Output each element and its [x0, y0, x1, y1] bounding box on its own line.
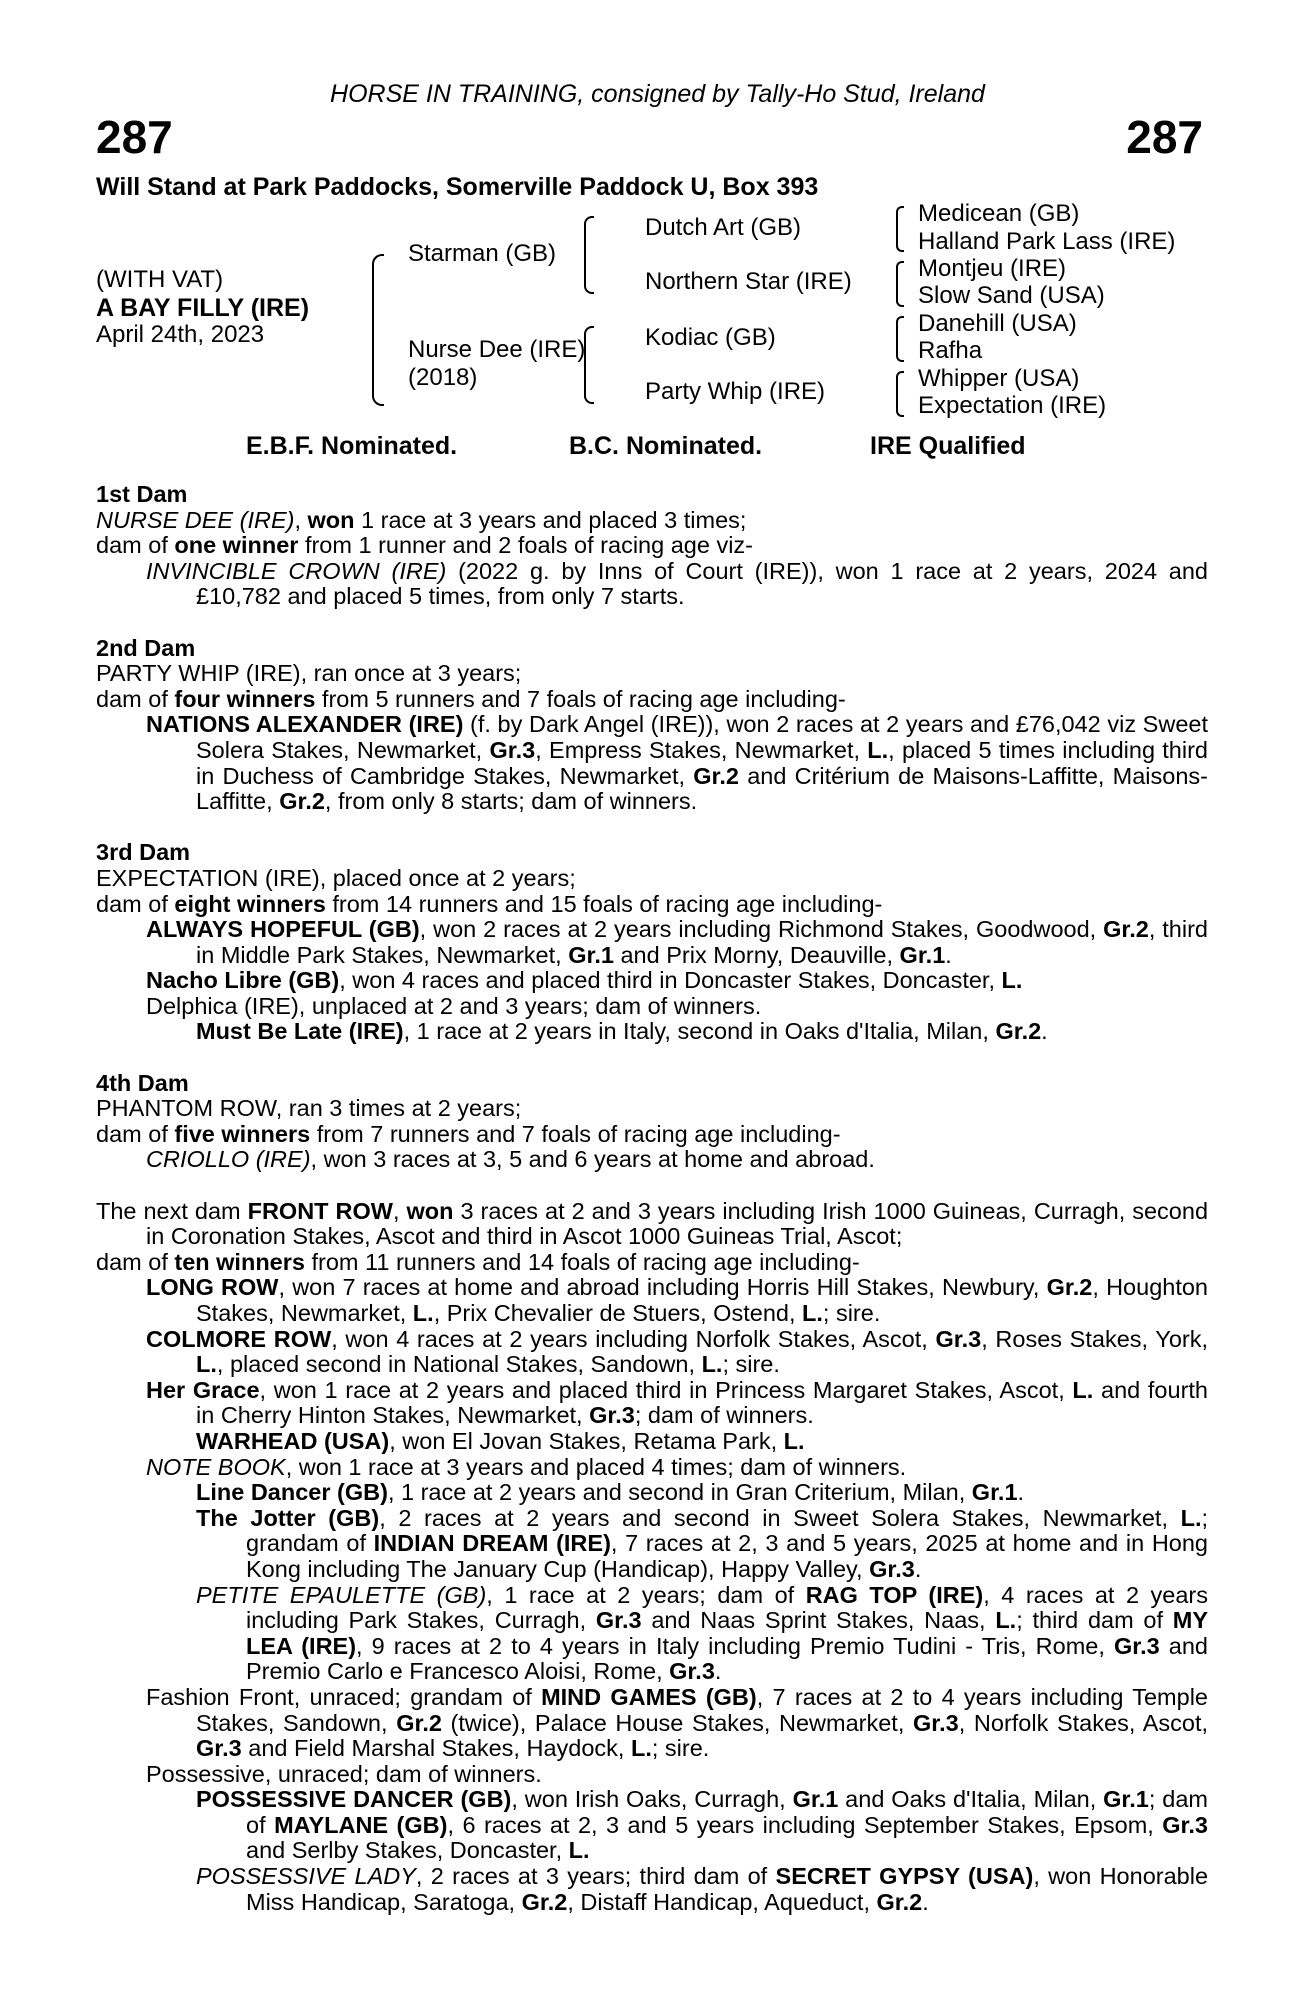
text-run: ; sire. [822, 1300, 881, 1326]
consignment-line: HORSE IN TRAINING, consigned by Tally-Ho Stud, Ireland [330, 80, 985, 108]
dam-brace [584, 326, 594, 404]
gen3-8: Expectation (IRE) [918, 392, 1107, 419]
first-dam-heading: 1st Dam [96, 481, 188, 507]
grade: L. [1001, 967, 1023, 994]
produce-entry [96, 1506, 1208, 1583]
text-run: and Serlby Stakes, Doncaster, [246, 1837, 569, 1864]
grade: Gr.3 [1162, 1811, 1208, 1838]
bc-nomination: B.C. Nominated. [569, 432, 763, 460]
text-run: (f. by Dark Angel (IRE)), won 2 races at 2 years and £76,042 viz Sweet Solera Stakes, Newmarket, [196, 711, 1208, 763]
text-run: . [1041, 1018, 1048, 1045]
text-run: and Field Marshal Stakes, Haydock, [241, 1735, 631, 1762]
horse-name-bold: MY LEA (IRE) [246, 1607, 1208, 1659]
text-run: , 2 races at 3 years; third dam of [415, 1863, 776, 1890]
text-run: , Houghton Stakes, Newmarket, [196, 1274, 1208, 1326]
ire-qualified: IRE Qualified [870, 432, 1026, 460]
text-run: , 7 races at 2, 3 and 5 years, 2025 at home and in Hong Kong including The January Cup (Handicap), Happy Valley, [246, 1530, 1208, 1582]
fourth-dam-heading: 4th Dam [96, 1069, 189, 1096]
produce-entry [96, 1378, 1208, 1429]
text-run: . [922, 1888, 929, 1915]
text-run: ; sire. [722, 1351, 780, 1378]
dam-name: NURSE DEE (IRE) [96, 506, 295, 533]
text-run: , 2 races at 2 years and second in Sweet Solera Stakes, Newmarket, [379, 1504, 1181, 1531]
horse-name-italic: INVINCIBLE CROWN (IRE) [146, 557, 447, 584]
sire-sire: Dutch Art (GB) [645, 214, 802, 241]
produce-entry [96, 1429, 1208, 1455]
first-dam-line [96, 508, 1208, 534]
text-run: , won 3 races at 3, 5 and 6 years at home and abroad. [310, 1146, 875, 1173]
lot-number-right: 287 [1126, 111, 1203, 163]
text-run: , Distaff Handicap, Aqueduct, [567, 1888, 877, 1915]
grade: Gr.1 [568, 941, 614, 968]
text-run: , won 2 races at 2 years including Richmond Stakes, Goodwood, [419, 916, 1104, 943]
produce-entry: Possessive, unraced; dam of winners. [146, 1760, 542, 1787]
horse-name-bold: ALWAYS HOPEFUL (GB) [146, 916, 420, 943]
gen3-7: Whipper (USA) [918, 365, 1080, 392]
ebf-nomination: E.B.F. Nominated. [246, 432, 458, 460]
produce-entry [96, 1787, 1208, 1864]
fourth-dam-produce-line [96, 1122, 1208, 1148]
horse-name-bold: WARHEAD (USA) [196, 1427, 390, 1454]
grade: Gr.3 [595, 1607, 642, 1634]
produce-entry [96, 1685, 1208, 1762]
third-dam-heading: 3rd Dam [96, 839, 191, 866]
horse-name-bold: Nacho Libre (GB) [146, 967, 340, 994]
horse-name-bold: SECRET GYPSY (USA) [775, 1863, 1034, 1890]
grade: Gr.2 [1103, 916, 1149, 943]
text-run: , 1 race at 2 years; dam of [486, 1581, 806, 1608]
grade: L. [568, 1837, 590, 1864]
text-run: and Oaks d'Italia, Milan, [838, 1786, 1104, 1813]
sire-brace [584, 216, 594, 294]
grade: Gr.1 [792, 1786, 839, 1813]
text-run: , placed second in National Stakes, Sandown, [216, 1351, 702, 1378]
produce-entry [96, 1583, 1208, 1685]
brace-g2 [896, 261, 904, 307]
gen3-1: Medicean (GB) [918, 200, 1080, 227]
second-dam-heading: 2nd Dam [96, 634, 196, 661]
grade: Gr.3 [589, 1402, 635, 1429]
horse-name-bold: NATIONS ALEXANDER (IRE) [146, 711, 464, 738]
produce-entry: Delphica (IRE), unplaced at 2 and 3 years; dam of winners. [146, 992, 762, 1019]
text-run: , from only 8 starts; dam of winners. [324, 788, 698, 815]
won-bold: won [307, 506, 355, 533]
text-run: and Premio Carlo e Francesco Aloisi, Rome, [246, 1632, 1208, 1685]
text-run: Fashion Front, unraced; grandam of [146, 1683, 542, 1710]
produce-entry [96, 1019, 1208, 1045]
grade: Gr.3 [669, 1658, 715, 1685]
grade: Gr.1 [899, 941, 946, 968]
text-run: dam of [96, 532, 175, 559]
stand-location: Will Stand at Park Paddocks, Somerville Paddock U, Box 393 [96, 173, 819, 201]
produce-entry [96, 917, 1208, 968]
main-brace [372, 254, 384, 406]
winners-count: five winners [174, 1120, 311, 1147]
third-dam-produce-line [96, 892, 1208, 918]
produce-entry [96, 1327, 1208, 1378]
fourth-dam-line: PHANTOM ROW, ran 3 times at 2 years; [96, 1095, 522, 1122]
grade: L. [630, 1735, 652, 1762]
text-run: dam of [96, 685, 175, 712]
brace-g4 [896, 371, 904, 417]
text-run: , 1 race at 2 years in Italy, second in Oaks d'Italia, Milan, [403, 1018, 996, 1045]
grade: L. [1180, 1504, 1202, 1531]
text-run: , 6 races at 2, 3 and 5 years including September Stakes, Epsom, [447, 1811, 1163, 1838]
text-run: and Critérium de Maisons-Laffitte, Maisons-Laffitte, [196, 762, 1208, 815]
horse-name-bold: LONG ROW [146, 1274, 279, 1301]
horse-name-bold: RAG TOP (IRE) [805, 1581, 984, 1608]
dam: Nurse Dee (IRE) [408, 336, 586, 363]
grade: L. [701, 1351, 723, 1378]
text-run: from 7 runners and 7 foals of racing age including- [310, 1120, 841, 1147]
grade: Gr.2 [521, 1888, 568, 1915]
brace-g1 [896, 206, 904, 252]
horse-name: A BAY FILLY (IRE) [96, 294, 310, 322]
lot-number-left: 287 [96, 111, 173, 163]
text-run: and Prix Morny, Deauville, [613, 941, 900, 968]
produce-entry [96, 1275, 1208, 1326]
text-run: . [714, 1658, 722, 1685]
text-run: , Empress Stakes, Newmarket, [535, 736, 868, 763]
dam-sire: Kodiac (GB) [645, 324, 776, 351]
text-run: . [1017, 1479, 1025, 1506]
brace-g3 [896, 316, 904, 362]
grade: Gr.2 [396, 1709, 442, 1736]
gen3-6: Rafha [918, 337, 983, 364]
horse-name-bold: The Jotter (GB) [196, 1504, 380, 1531]
sire: Starman (GB) [408, 240, 557, 267]
produce-entry [96, 1455, 1208, 1481]
horse-name-bold: POSSESSIVE DANCER (GB) [196, 1786, 512, 1813]
text-run: The next dam [96, 1197, 248, 1224]
grade: L. [783, 1427, 805, 1454]
gen3-3: Montjeu (IRE) [918, 255, 1067, 282]
won-bold: won [406, 1197, 454, 1224]
text-run: ; dam of winners. [634, 1402, 814, 1429]
text-run: from 11 runners and 14 foals of racing age including- [304, 1248, 860, 1275]
produce-entry [96, 968, 1208, 994]
grade: Gr.3 [935, 1325, 982, 1352]
grade: Gr.3 [489, 736, 536, 763]
text-run: , won 1 race at 2 years and placed third in Princess Margaret Stakes, Ascot, [259, 1376, 1073, 1403]
text-run: , 9 races at 2 to 4 years in Italy including Premio Tudini - Tris, Rome, [356, 1632, 1114, 1659]
grade: Gr.2 [876, 1888, 923, 1915]
dam-year: (2018) [408, 364, 478, 391]
next-dam-produce-line [96, 1250, 1208, 1276]
horse-name-bold: Must Be Late (IRE) [196, 1018, 404, 1045]
text-run: , won 7 races at home and abroad including Horris Hill Stakes, Newbury, [278, 1274, 1047, 1301]
text-run: , 7 races at 2 to 4 years including Temple Stakes, Sandown, [196, 1683, 1208, 1736]
text-run: , won Irish Oaks, Curragh, [511, 1786, 793, 1813]
horse-name-bold: INDIAN DREAM (IRE) [373, 1530, 611, 1557]
grade: Gr.3 [196, 1735, 242, 1762]
text-run: , won Honorable Miss Handicap, Saratoga, [246, 1863, 1209, 1915]
text-run: , Norfolk Stakes, Ascot, [958, 1709, 1208, 1736]
text-run: . [914, 1555, 922, 1582]
text-run: . [945, 941, 952, 968]
text-run: , 4 races at 2 years including Park Stakes, Curragh, [246, 1581, 1208, 1634]
text-run: ; dam of [246, 1786, 1208, 1838]
text-run: , 1 race at 2 years and second in Gran Criterium, Milan, [387, 1479, 972, 1506]
grade: Gr.1 [1103, 1786, 1149, 1813]
third-dam-line: EXPECTATION (IRE), placed once at 2 years; [96, 864, 576, 891]
text-run: (twice), Palace House Stakes, Newmarket, [441, 1709, 913, 1736]
text-run: , [294, 506, 308, 533]
grade: L. [196, 1351, 217, 1378]
produce-entry [96, 559, 1208, 610]
text-run: and fourth in Cherry Hinton Stakes, Newmarket, [196, 1376, 1208, 1429]
produce-entry [96, 712, 1208, 814]
winners-count: ten winners [174, 1248, 305, 1275]
horse-name-bold: COLMORE ROW [146, 1325, 332, 1352]
text-run: , won 1 race at 3 years and placed 4 times; dam of winners. [285, 1453, 907, 1480]
horse-name-italic: NOTE BOOK [146, 1453, 286, 1480]
text-run: , Roses Stakes, York, [981, 1325, 1208, 1352]
grade: Gr.3 [869, 1555, 915, 1582]
grade: L. [1072, 1376, 1094, 1403]
sire-dam: Northern Star (IRE) [645, 268, 852, 295]
first-dam-produce-line [96, 533, 1208, 559]
text-run: from 14 runners and 15 foals of racing age including- [325, 890, 883, 917]
grade: Gr.3 [913, 1709, 959, 1736]
text-run: dam of [96, 1248, 175, 1275]
grade: L. [867, 736, 889, 763]
text-run: , won 4 races and placed third in Doncaster Stakes, Doncaster, [339, 967, 1002, 994]
grade: Gr.2 [693, 762, 739, 789]
grade: L. [802, 1300, 823, 1326]
horse-name-bold: MIND GAMES (GB) [541, 1683, 757, 1710]
text-run: 1 race at 3 years and placed 3 times; [354, 506, 747, 533]
horse-name-bold: Line Dancer (GB) [196, 1479, 388, 1506]
grade: Gr.2 [995, 1018, 1042, 1045]
grade: L. [412, 1300, 434, 1326]
text-run: , Prix Chevalier de Stuers, Ostend, [433, 1300, 803, 1326]
second-dam-produce-line [96, 687, 1208, 713]
gen3-5: Danehill (USA) [918, 310, 1077, 337]
second-dam-line: PARTY WHIP (IRE), ran once at 3 years; [96, 660, 522, 687]
horse-name-bold: FRONT ROW [247, 1197, 393, 1224]
text-run: , won El Jovan Stakes, Retama Park, [389, 1427, 784, 1454]
grade: Gr.2 [279, 788, 325, 815]
text-run: , third in Middle Park Stakes, Newmarket, [196, 916, 1208, 968]
text-run: dam of [96, 1120, 175, 1147]
next-dam-line [96, 1199, 1208, 1250]
text-run: ; third dam of [1016, 1607, 1173, 1634]
winners-count: four winners [174, 685, 316, 712]
text-run: (2022 g. by Inns of Court (IRE)), won 1 race at 2 years, 2024 and £10,782 and placed 5 times, from only 7 starts. [196, 557, 1208, 610]
text-run: from 1 runner and 2 foals of racing age viz- [298, 532, 753, 559]
winners-count: one winner [174, 532, 299, 559]
gen3-4: Slow Sand (USA) [918, 282, 1105, 309]
horse-name-italic: POSSESSIVE LADY [196, 1863, 416, 1890]
text-run: , [392, 1197, 407, 1224]
winners-count: eight winners [174, 890, 326, 917]
horse-name-italic: PETITE EPAULETTE (GB) [196, 1581, 487, 1608]
text-run: dam of [96, 890, 175, 917]
text-run: , placed 5 times including third in Duchess of Cambridge Stakes, Newmarket, [196, 736, 1208, 789]
grade: Gr.1 [971, 1479, 1018, 1506]
horse-name-bold: Her Grace [146, 1376, 260, 1403]
gen3-2: Halland Park Lass (IRE) [918, 228, 1176, 255]
horse-name-bold: MAYLANE (GB) [274, 1811, 448, 1838]
grade: Gr.3 [1113, 1632, 1160, 1659]
grade: Gr.2 [1046, 1274, 1093, 1301]
text-run: , won 4 races at 2 years including Norfolk Stakes, Ascot, [331, 1325, 936, 1352]
produce-entry [96, 1480, 1208, 1506]
vat-note: (WITH VAT) [96, 266, 224, 293]
horse-name-italic: CRIOLLO (IRE) [146, 1146, 311, 1173]
text-run: ; grandam of [246, 1504, 1209, 1557]
grade: L. [995, 1607, 1017, 1634]
dam-dam: Party Whip (IRE) [645, 378, 826, 405]
produce-entry [96, 1864, 1208, 1915]
text-run: and Naas Sprint Stakes, Naas, [641, 1607, 996, 1634]
produce-entry [96, 1147, 1208, 1173]
text-run: from 5 runners and 7 foals of racing age including- [315, 685, 846, 712]
foaling-date: April 24th, 2023 [96, 321, 265, 348]
text-run: 3 races at 2 and 3 years including Irish 1000 Guineas, Curragh, second in Coronation Stakes, Ascot and third in Ascot 1000 Guineas Trial, Ascot; [146, 1197, 1209, 1250]
catalogue-body [96, 482, 1208, 1915]
text-run: ; sire. [651, 1735, 710, 1762]
